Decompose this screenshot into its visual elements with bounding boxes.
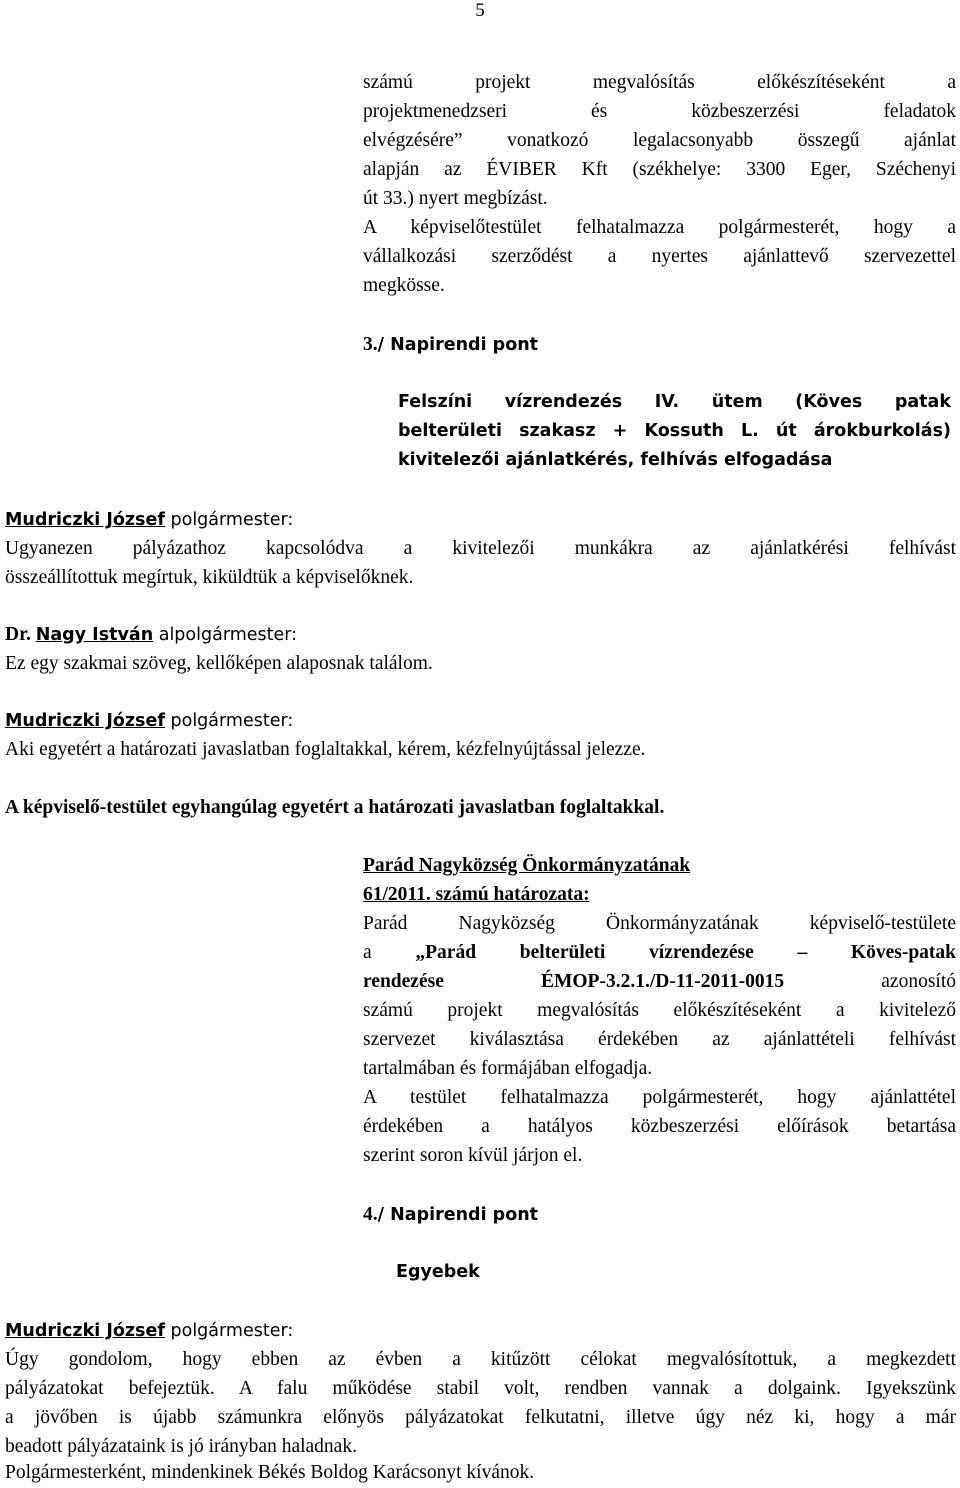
resolution-line-rest: azonosító <box>784 971 956 992</box>
speaker-role: polgármester: <box>164 1321 294 1341</box>
project-id: rendezése ÉMOP-3.2.1./D-11-2011-0015 <box>363 971 785 992</box>
speaker-name: Mudriczki József <box>5 1321 165 1341</box>
text-line: számú projekt megvalósítás előkészítéseként a <box>363 72 956 93</box>
speech-line: Ez egy szakmai szöveg, kellőképen alaposnak találom. <box>5 653 433 674</box>
agenda-heading-4 <box>363 1200 538 1230</box>
speech-line: Polgármesterként, mindenkinek Békés Boldog Karácsonyt kívánok. <box>5 1462 535 1483</box>
speech-line: Aki egyetért a határozati javaslatban foglaltakkal, kérem, kézfelnyújtással jelezze. <box>5 739 646 760</box>
agenda-label: / Napirendi pont <box>377 1205 539 1225</box>
page-number: 5 <box>475 0 485 21</box>
resolution-heading: Parád Nagyközség Önkormányzatának <box>363 855 691 876</box>
speech-line: Ugyanezen pályázathoz kapcsolódva a kivitelezői munkákra az ajánlatkérési felhívást <box>5 538 956 559</box>
agenda-title-line: kivitelezői ajánlatkérés, felhívás elfogadása <box>398 450 833 470</box>
agenda-number: 4. <box>363 1204 378 1225</box>
text-line: vállalkozási szerződést a nyertes ajánlattevő szervezettel <box>363 246 956 267</box>
speaker-role: polgármester: <box>164 711 294 731</box>
speaker-name: Nagy István <box>35 625 154 645</box>
project-name: „Parád belterületi vízrendezése – Köves-patak <box>415 942 957 963</box>
speaker-role: alpolgármester: <box>153 625 298 645</box>
resolution-line: érdekében a hatályos közbeszerzési előírások betartása <box>363 1116 956 1137</box>
resolution-line: szerint soron kívül járjon el. <box>363 1145 583 1166</box>
resolution-line <box>363 938 956 967</box>
speaker-name: Mudriczki József <box>5 510 165 530</box>
resolution-line: számú projekt megvalósítás előkészítéseként a kivitelező <box>363 1000 956 1021</box>
speech-line: pályázatokat befejeztük. A falu működése stabil volt, rendben vannak a dolgaink. Igyekszünk <box>5 1378 956 1399</box>
resolution-line: A testület felhatalmazza polgármesterét, hogy ajánlattétel <box>363 1087 956 1108</box>
speech-line: a jövőben is újabb számunkra előnyös pályázatokat felkutatni, illetve úgy néz ki, hogy a már <box>5 1407 956 1428</box>
resolution-line <box>363 967 956 996</box>
text-line: A képviselőtestület felhatalmazza polgármesterét, hogy a <box>363 217 956 238</box>
speech-line: összeállítottuk megírtuk, kiküldtük a képviselőknek. <box>5 567 414 588</box>
resolution-number: 61/2011. számú határozata: <box>363 884 590 905</box>
speaker-name: Mudriczki József <box>5 711 165 731</box>
agenda-heading-3 <box>363 330 538 360</box>
speaker-prefix: Dr. <box>5 624 31 645</box>
resolution-line-prefix: a <box>363 942 416 963</box>
speaker-line <box>5 620 297 650</box>
resolution-line: tartalmában és formájában elfogadja. <box>363 1058 653 1079</box>
speaker-role: polgármester: <box>164 510 294 530</box>
speaker-line <box>5 1316 293 1346</box>
text-line: elvégzésére” vonatkozó legalacsonyabb összegű ajánlat <box>363 130 956 151</box>
speaker-line <box>5 505 293 535</box>
agenda-number: 3. <box>363 334 378 355</box>
vote-result: A képviselő-testület egyhangúlag egyetért a határozati javaslatban foglaltakkal. <box>5 797 665 818</box>
agenda-4-title: Egyebek <box>396 1262 480 1282</box>
resolution-line: Parád Nagyközség Önkormányzatának képviselő-testülete <box>363 913 956 934</box>
agenda-title-line: belterületi szakasz + Kossuth L. út árokburkolás) <box>398 421 951 441</box>
text-line: megkösse. <box>363 275 445 296</box>
speaker-line <box>5 706 293 736</box>
resolution-line: szervezet kiválasztása érdekében az ajánlattételi felhívást <box>363 1029 956 1050</box>
speech-line: beadott pályázataink is jó irányban haladnak. <box>5 1436 357 1457</box>
text-line: út 33.) nyert megbízást. <box>363 188 548 209</box>
agenda-title-line: Felszíni vízrendezés IV. ütem (Köves patak <box>398 392 951 412</box>
text-line: projektmenedzseri és közbeszerzési feladatok <box>363 101 956 122</box>
text-line: alapján az ÉVIBER Kft (székhelye: 3300 Eger, Széchenyi <box>363 159 956 180</box>
speech-line: Úgy gondolom, hogy ebben az évben a kitűzött célokat megvalósítottuk, a megkezdett <box>5 1349 956 1370</box>
agenda-label: / Napirendi pont <box>377 335 539 355</box>
